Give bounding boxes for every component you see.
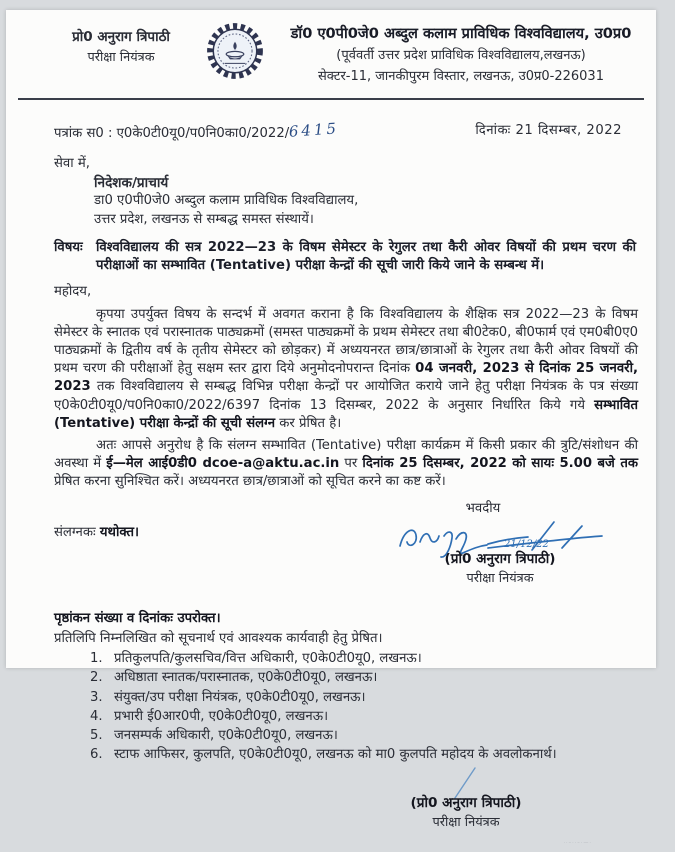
copy-item-text: संयुक्त/उप परीक्षा नियंत्रक, ए0के0टी0यू0, लखनऊ। bbox=[114, 689, 366, 705]
copy-item-text: अधिष्ठाता स्नातक/परास्नातक, ए0के0टी0यू0, लखनऊ। bbox=[114, 670, 378, 686]
officer-name: प्रो0 अनुराग त्रिपाठी bbox=[72, 29, 170, 45]
copy-item-text: प्रभारी ई0आर0पी, ए0के0टी0यू0, लखनऊ। bbox=[114, 708, 329, 724]
copy-list bbox=[54, 650, 640, 764]
copy-item bbox=[90, 689, 640, 707]
para1-text-1: कृपया उपर्युक्त विषय के सन्दर्भ में अवगत कराना है कि विश्वविद्यालय के शैक्षिक सत्र 2022—23 के विषम सेमेस्टर के स्नातक एवं परास्नातक पाठ्यक्रमों (समस्त पाठ्यक्रमों के प्रथम सेमेस्टर तथा बी0टेक0, बी0फार्म एवं एम0बी0ए0 पाठ्यक्रमों के द्वितीय वर्ष के तृतीय सेमेस्टर को छोड़कर) में अध्ययनरत छात्र/छात्राओं के रेगुलर तथा कैरी ओवर विषयों की प्रथम चरण की परीक्षाओं हेतु सक्षम स्तर द्वारा दिये अनुमोदनोपरान्त दिनांक bbox=[54, 306, 638, 377]
scan-artifact: ··–··–·—· bbox=[563, 839, 592, 846]
serve-to: सेवा में, bbox=[54, 156, 90, 172]
para1-bold-tentative-list: सम्भावित (Tentative) परीक्षा केन्द्रों की सूची संलग्न bbox=[54, 397, 638, 431]
signature-date: 21/12/22 bbox=[504, 538, 549, 550]
para2-text-3: प्रेषित करना सुनिश्चित करें। अध्ययनरत छात्र/छात्राओं को सूचित करने का कष्ट करें। bbox=[54, 474, 446, 490]
letter-date: दिनांकः 21 दिसम्बर, 2022 bbox=[475, 123, 622, 139]
copy-item bbox=[90, 746, 640, 764]
addressee-block bbox=[54, 155, 640, 228]
university-block bbox=[280, 20, 642, 86]
para2-text-2: पर bbox=[339, 456, 363, 472]
addressee-line3: उत्तर प्रदेश, लखनऊ से सम्बद्ध समस्त संस्थायें। bbox=[94, 211, 314, 227]
enclosure-label: संलग्नकः bbox=[54, 524, 96, 540]
university-address: सेक्टर-11, जानकीपुरम विस्तार, लखनऊ, उ0प्र0-226031 bbox=[318, 69, 604, 85]
copy-item-number: 4. bbox=[90, 708, 103, 724]
addressee-designation: निदेशक/प्राचार्य bbox=[94, 174, 169, 191]
paragraph-2 bbox=[54, 437, 640, 492]
signatory-name: (प्रो0 अनुराग त्रिपाठी) bbox=[444, 550, 556, 567]
copy-item-text: जनसम्पर्क अधिकारी, ए0के0टी0यू0, लखनऊ। bbox=[114, 728, 338, 743]
para2-bold-deadline: दिनांक 25 दिसम्बर, 2022 को सायः 5.00 बजे तक bbox=[362, 456, 638, 472]
letter-page bbox=[6, 10, 656, 846]
para2-bold-email: ई—मेल आई0डी0 dcoe-a@aktu.ac.in bbox=[106, 456, 340, 472]
footer-signatory-name: (प्रो0 अनुराग त्रिपाठी) bbox=[410, 795, 522, 812]
copy-to-line: प्रतिलिपि निम्नलिखित को सूचनार्थ एवं आवश्यक कार्यवाही हेतु प्रेषित। bbox=[54, 630, 383, 646]
subject-block bbox=[54, 239, 640, 275]
letterhead bbox=[6, 10, 656, 92]
para2-text-1: अतः आपसे अनुरोध है कि संलग्न सम्भावित (Tentative) परीक्षा कार्यक्रम में किसी प्रकार की त्रुटि/संशोधन की अवस्था में bbox=[54, 438, 638, 472]
signature-row bbox=[54, 500, 640, 600]
signatory-post: परीक्षा नियंत्रक bbox=[466, 570, 534, 586]
footer-signatory-post: परीक्षा नियंत्रक bbox=[432, 815, 500, 831]
copy-item bbox=[90, 669, 640, 687]
copy-item-number: 2. bbox=[90, 670, 103, 686]
salutation: महोदय, bbox=[54, 284, 92, 300]
para1-text-3: कर प्रेषित है। bbox=[275, 415, 342, 431]
copy-item-number: 3. bbox=[90, 689, 103, 705]
closing-word: भवदीय bbox=[465, 500, 501, 516]
footer-signature-area bbox=[54, 766, 640, 852]
signature-block bbox=[390, 500, 610, 588]
letter-body bbox=[6, 100, 656, 852]
addressee-line2: डा0 ए0पी0जे0 अब्दुल कलाम प्राविधिक विश्वविद्यालय, bbox=[94, 193, 359, 209]
footer-signature-block bbox=[356, 766, 576, 831]
para1-text-2: तक विश्वविद्यालय से सम्बद्ध विभिन्न परीक्षा केन्द्रों पर आयोजित कराये जाने हेतु परीक्षा नियंत्रक के पत्र संख्या ए0के0टी0यू0/प0नि0का0/2022/6397 दिनांक 13 दिसम्बर, 2022 के अनुसार निर्धारित किये गये bbox=[54, 379, 638, 413]
letter-number bbox=[54, 119, 340, 143]
para1-bold-dates: 04 जनवरी, 2023 से दिनांक 25 जनवरी, 2023 bbox=[54, 361, 638, 395]
copy-item-text: प्रतिकुलपति/कुलसचिव/वित्त अधिकारी, ए0के0टी0यू0, लखनऊ। bbox=[114, 651, 422, 667]
subject-text: विश्वविद्यालय की सत्र 2022—23 के विषम सेमेस्टर के रेगुलर तथा कैरी ओवर विषयों की प्रथम चरण की परीक्षाओं का सम्भावित (Tentative) परीक्षा केन्द्रों की सूची जारी किये जाने के सम्बन्ध में। bbox=[96, 239, 636, 274]
copy-item bbox=[90, 650, 640, 668]
copy-item-text: स्टाफ आफिसर, कुलपति, ए0के0टी0यू0, लखनऊ को मा0 कुलपति महोदय के अवलोकनार्थ। bbox=[114, 747, 557, 763]
university-former-name: (पूर्ववर्ती उत्तर प्रदेश प्राविधिक विश्वविद्यालय,लखनऊ) bbox=[336, 48, 586, 64]
copy-item bbox=[90, 708, 640, 726]
university-emblem-icon bbox=[204, 20, 266, 88]
enclosure-line bbox=[54, 524, 139, 542]
endorsement-heading: पृष्ठांकन संख्या व दिनांकः उपरोक्त। bbox=[54, 610, 221, 626]
paragraph-1 bbox=[54, 306, 640, 434]
copy-item-number: 5. bbox=[90, 728, 103, 743]
handwritten-letter-number: 6415 bbox=[288, 119, 340, 141]
officer-block bbox=[46, 20, 196, 66]
letter-number-label: पत्रांक स0 : ए0के0टी0यू0/प0नि0का0/2022/ bbox=[54, 126, 290, 142]
copy-item bbox=[90, 727, 640, 745]
reference-row bbox=[54, 119, 640, 143]
copy-item-number: 6. bbox=[90, 747, 103, 763]
officer-post: परीक्षा नियंत्रक bbox=[87, 49, 155, 65]
subject-label: विषयः bbox=[54, 239, 83, 255]
university-name: डॉ0 ए0पी0जे0 अब्दुल कलाम प्राविधिक विश्वविद्यालय, उ0प्र0 bbox=[290, 25, 632, 42]
copy-item-number: 1. bbox=[90, 651, 103, 667]
enclosure-value: यथोक्त। bbox=[99, 524, 139, 540]
